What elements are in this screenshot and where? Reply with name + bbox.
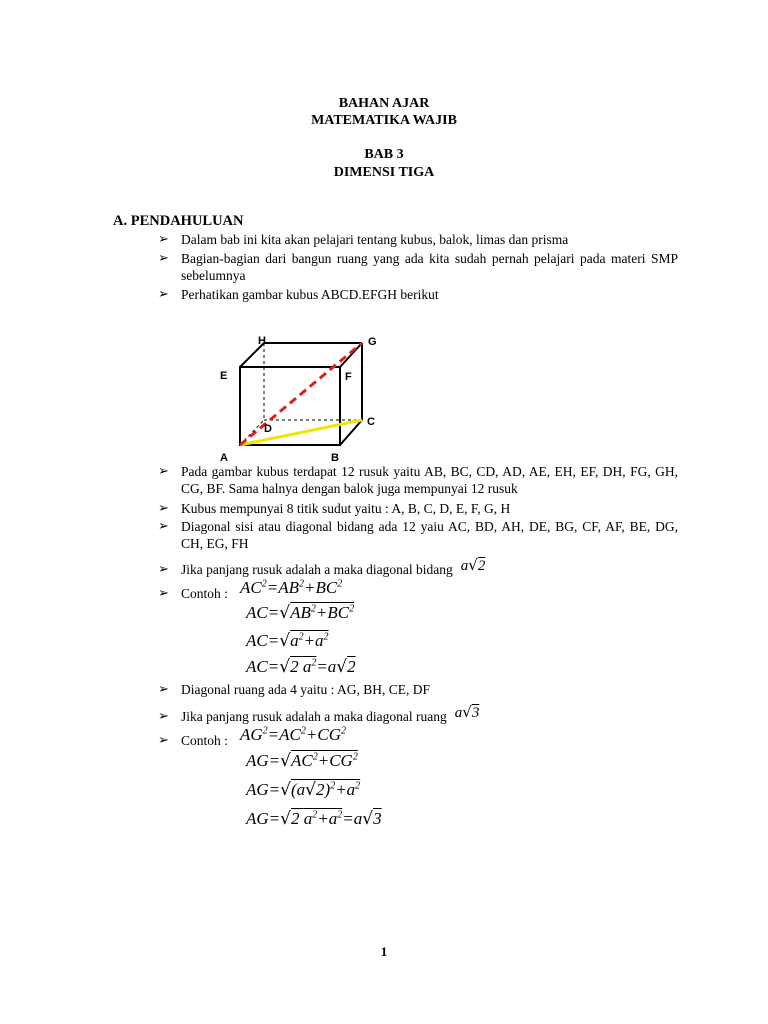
vertex-label-a: A	[220, 452, 228, 464]
arrow-bullet-icon: ➢	[158, 501, 169, 516]
vertex-label-d: D	[264, 423, 272, 435]
bullet-item: ➢ Pada gambar kubus terdapat 12 rusuk yaitu AB, BC, CD, AD, AE, EH, EF, DH, FG, GH, CG, BF. Sama halnya dengan balok juga mempunyai 12 rusuk	[158, 464, 678, 496]
chapter-number: BAB 3	[364, 147, 404, 162]
arrow-bullet-icon: ➢	[158, 251, 169, 266]
arrow-bullet-icon: ➢	[158, 733, 169, 748]
arrow-bullet-icon: ➢	[158, 586, 169, 601]
arrow-bullet-icon: ➢	[158, 562, 169, 577]
vertex-label-g: G	[368, 336, 377, 348]
arrow-bullet-icon: ➢	[158, 287, 169, 302]
bullet-item: ➢ Diagonal sisi atau diagonal bidang ada 12 yaiu AC, BD, AH, DE, BG, CF, AF, BE, DG, CH, EG, FH	[158, 519, 678, 551]
title-line-2: MATEMATIKA WAJIB	[311, 113, 457, 128]
face-diagonal-formula: a√2	[460, 556, 486, 574]
bullet-item: ➢ Kubus mempunyai 8 titik sudut yaitu : A, B, C, D, E, F, G, H	[158, 501, 511, 516]
space-diagonal-formula: a√3	[454, 703, 480, 721]
title-line-1: BAHAN AJAR	[338, 96, 430, 111]
arrow-bullet-icon: ➢	[158, 232, 169, 247]
equation-ag-result: AG=√2 $a^2+a^2=a√3$	[246, 809, 382, 829]
arrow-bullet-icon: ➢	[158, 682, 169, 697]
chapter-title: DIMENSI TIGA	[333, 165, 435, 180]
arrow-bullet-icon: ➢	[158, 709, 169, 724]
bullet-item: ➢ Dalam bab ini kita akan pelajari tentang kubus, balok, limas dan prisma	[158, 232, 569, 247]
bullet-item: ➢ Bagian-bagian dari bangun ruang yang ada kita sudah pernah pelajari pada materi SMP sebelumnya	[158, 251, 678, 283]
page-number: 1	[380, 944, 388, 959]
vertex-label-h: H	[258, 335, 266, 347]
vertex-label-f: F	[345, 371, 352, 383]
equation-ag-root: $AG=√AC^2+CG^2$	[246, 751, 358, 771]
arrow-bullet-icon: ➢	[158, 519, 169, 534]
bullet-item: ➢ Contoh :	[158, 586, 228, 601]
bullet-item: ➢ Contoh :	[158, 733, 228, 748]
bullet-item: ➢ Jika panjang rusuk adalah a maka diagonal bidang a√2	[158, 556, 486, 577]
bullet-item: ➢ Diagonal ruang ada 4 yaitu : AG, BH, CE, DF	[158, 682, 430, 697]
section-heading: A. PENDAHULUAN	[113, 213, 244, 229]
arrow-bullet-icon: ➢	[158, 464, 169, 479]
equation-ag-substituted: $AG=√(a√2)^2+a^2$	[246, 780, 361, 800]
vertex-label-e: E	[220, 370, 228, 382]
space-diagonal-ag	[240, 343, 362, 445]
equation-ag-squared: $AG^2=AC^2+CG^2$	[240, 725, 346, 744]
bullet-item: ➢ Perhatikan gambar kubus ABCD.EFGH berikut	[158, 287, 439, 302]
equation-ac-root: $AC=√AB^2+BC^2$	[246, 603, 355, 623]
edge-fg	[340, 343, 362, 367]
equation-ac-result: AC=√2 $a^2=a√2$	[246, 657, 356, 677]
vertex-label-c: C	[367, 416, 375, 428]
bullet-item: ➢ Jika panjang rusuk adalah a maka diagonal ruang a√3	[158, 703, 480, 724]
cube-figure	[210, 330, 390, 465]
equation-ac-a: $AC=√a^2+a^2$	[246, 631, 329, 651]
vertex-label-b: B	[331, 452, 339, 464]
equation-ac-squared: $AC^2=AB^2+BC^2$	[240, 578, 343, 597]
